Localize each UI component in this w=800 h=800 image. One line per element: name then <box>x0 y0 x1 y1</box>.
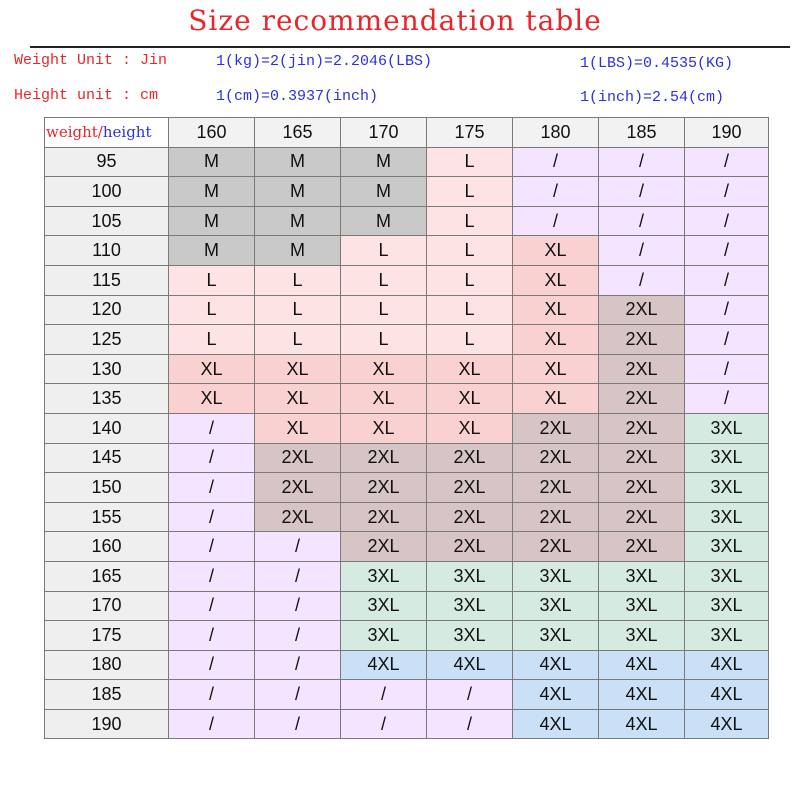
size-cell: XL <box>255 384 341 414</box>
size-cell: 4XL <box>341 650 427 680</box>
size-cell: 2XL <box>599 384 685 414</box>
size-cell: / <box>169 621 255 651</box>
size-cell: M <box>169 236 255 266</box>
table-row <box>45 265 769 295</box>
height-header-190: 190 <box>685 118 769 148</box>
size-cell: 3XL <box>599 591 685 621</box>
weight-header-125: 125 <box>45 325 169 355</box>
weight-header-170: 170 <box>45 591 169 621</box>
size-cell: L <box>169 325 255 355</box>
table-row <box>45 621 769 651</box>
size-cell: L <box>341 236 427 266</box>
size-cell: / <box>169 532 255 562</box>
size-cell: / <box>513 206 599 236</box>
weight-header-120: 120 <box>45 295 169 325</box>
size-cell: / <box>427 680 513 710</box>
size-cell: 3XL <box>513 591 599 621</box>
size-cell: M <box>341 177 427 207</box>
weight-header-145: 145 <box>45 443 169 473</box>
kg-conversion-note: 1(kg)=2(jin)=2.2046(LBS) <box>216 53 433 70</box>
size-cell: / <box>169 502 255 532</box>
size-cell: L <box>427 325 513 355</box>
size-cell: 2XL <box>513 502 599 532</box>
size-cell: XL <box>513 354 599 384</box>
weight-header-165: 165 <box>45 561 169 591</box>
size-cell: L <box>427 177 513 207</box>
size-cell: / <box>255 561 341 591</box>
size-cell: 3XL <box>427 561 513 591</box>
size-cell: L <box>427 265 513 295</box>
size-cell: 4XL <box>599 650 685 680</box>
size-cell: M <box>341 206 427 236</box>
size-cell: / <box>255 532 341 562</box>
size-cell: / <box>341 709 427 739</box>
table-row <box>45 354 769 384</box>
size-cell: 4XL <box>599 680 685 710</box>
size-cell: M <box>169 177 255 207</box>
size-cell: 3XL <box>685 502 769 532</box>
size-cell: 3XL <box>427 621 513 651</box>
size-cell: 4XL <box>685 680 769 710</box>
size-cell: L <box>255 265 341 295</box>
height-header-185: 185 <box>599 118 685 148</box>
weight-header-130: 130 <box>45 354 169 384</box>
size-cell: XL <box>513 265 599 295</box>
size-cell: L <box>341 265 427 295</box>
size-cell: / <box>169 561 255 591</box>
size-cell: 4XL <box>599 709 685 739</box>
height-unit-note: Height unit : cm <box>14 87 159 104</box>
table-row <box>45 473 769 503</box>
size-cell: / <box>169 473 255 503</box>
size-cell: 2XL <box>255 502 341 532</box>
size-cell: 3XL <box>685 532 769 562</box>
size-cell: 3XL <box>341 621 427 651</box>
size-cell: 4XL <box>685 650 769 680</box>
table-row <box>45 384 769 414</box>
size-cell: / <box>169 650 255 680</box>
size-cell: / <box>169 709 255 739</box>
size-cell: / <box>685 384 769 414</box>
size-cell: 3XL <box>685 413 769 443</box>
size-cell: M <box>255 147 341 177</box>
size-cell: 3XL <box>685 473 769 503</box>
size-cell: / <box>169 443 255 473</box>
size-cell: XL <box>255 413 341 443</box>
size-cell: XL <box>427 384 513 414</box>
size-cell: / <box>685 206 769 236</box>
size-cell: 3XL <box>599 561 685 591</box>
size-cell: L <box>169 295 255 325</box>
size-cell: / <box>169 413 255 443</box>
weight-header-180: 180 <box>45 650 169 680</box>
size-cell: XL <box>513 236 599 266</box>
weight-unit-note: Weight Unit : Jin <box>14 52 168 69</box>
size-cell: L <box>255 325 341 355</box>
table-row <box>45 177 769 207</box>
weight-header-135: 135 <box>45 384 169 414</box>
size-cell: 2XL <box>427 443 513 473</box>
size-cell: 2XL <box>513 443 599 473</box>
size-cell: 3XL <box>513 621 599 651</box>
size-cell: XL <box>169 354 255 384</box>
size-cell: XL <box>341 384 427 414</box>
size-cell: / <box>599 236 685 266</box>
size-cell: 2XL <box>513 413 599 443</box>
title-divider <box>30 46 790 48</box>
size-cell: / <box>685 325 769 355</box>
size-cell: 2XL <box>341 502 427 532</box>
header-row <box>45 118 769 148</box>
weight-header-105: 105 <box>45 206 169 236</box>
size-cell: / <box>685 177 769 207</box>
inch-conversion-note: 1(inch)=2.54(cm) <box>580 89 725 106</box>
size-cell: / <box>255 621 341 651</box>
size-cell: L <box>169 265 255 295</box>
size-cell: L <box>341 295 427 325</box>
size-cell: 2XL <box>427 473 513 503</box>
size-cell: L <box>341 325 427 355</box>
size-cell: / <box>599 265 685 295</box>
size-cell: 2XL <box>599 413 685 443</box>
table-body <box>45 147 769 739</box>
size-cell: 3XL <box>427 591 513 621</box>
size-cell: 4XL <box>427 650 513 680</box>
size-cell: / <box>169 680 255 710</box>
cm-conversion-note: 1(cm)=0.3937(inch) <box>216 88 379 105</box>
size-cell: 2XL <box>513 532 599 562</box>
size-cell: 3XL <box>341 561 427 591</box>
size-cell: 3XL <box>599 621 685 651</box>
size-cell: / <box>685 295 769 325</box>
size-cell: M <box>341 147 427 177</box>
size-cell: 2XL <box>599 354 685 384</box>
size-cell: XL <box>341 413 427 443</box>
table-row <box>45 236 769 266</box>
size-cell: XL <box>513 325 599 355</box>
table-row <box>45 206 769 236</box>
height-header-175: 175 <box>427 118 513 148</box>
size-cell: / <box>513 177 599 207</box>
weight-header-150: 150 <box>45 473 169 503</box>
size-cell: / <box>255 709 341 739</box>
height-header-165: 165 <box>255 118 341 148</box>
corner-header <box>45 118 169 148</box>
table-row <box>45 650 769 680</box>
table-row <box>45 709 769 739</box>
size-cell: / <box>685 236 769 266</box>
size-cell: 2XL <box>599 325 685 355</box>
size-cell: 4XL <box>513 650 599 680</box>
size-cell: L <box>427 147 513 177</box>
weight-header-110: 110 <box>45 236 169 266</box>
size-cell: / <box>685 265 769 295</box>
size-cell: L <box>255 295 341 325</box>
table-row <box>45 532 769 562</box>
size-cell: / <box>599 177 685 207</box>
size-cell: 2XL <box>341 473 427 503</box>
weight-header-140: 140 <box>45 413 169 443</box>
page-title: Size recommendation table <box>188 4 602 37</box>
table-row <box>45 680 769 710</box>
height-header-170: 170 <box>341 118 427 148</box>
size-cell: L <box>427 236 513 266</box>
size-cell: 3XL <box>685 621 769 651</box>
weight-header-155: 155 <box>45 502 169 532</box>
size-cell: / <box>685 354 769 384</box>
size-cell: XL <box>513 384 599 414</box>
weight-header-175: 175 <box>45 621 169 651</box>
size-cell: 2XL <box>427 502 513 532</box>
table-row <box>45 591 769 621</box>
size-cell: / <box>255 680 341 710</box>
weight-header-160: 160 <box>45 532 169 562</box>
size-cell: 4XL <box>685 709 769 739</box>
size-cell: / <box>599 206 685 236</box>
size-cell: 2XL <box>255 443 341 473</box>
size-cell: / <box>513 147 599 177</box>
corner-height-label: height <box>102 123 152 142</box>
size-cell: XL <box>341 354 427 384</box>
weight-header-185: 185 <box>45 680 169 710</box>
size-cell: 2XL <box>341 443 427 473</box>
size-cell: M <box>255 206 341 236</box>
size-cell: 2XL <box>599 473 685 503</box>
size-cell: 2XL <box>599 532 685 562</box>
size-cell: L <box>427 206 513 236</box>
size-cell: 2XL <box>599 443 685 473</box>
corner-weight-label: weight/ <box>46 123 103 142</box>
size-cell: / <box>341 680 427 710</box>
weight-header-190: 190 <box>45 709 169 739</box>
size-cell: 2XL <box>427 532 513 562</box>
size-cell: 4XL <box>513 680 599 710</box>
size-cell: 4XL <box>513 709 599 739</box>
size-cell: 3XL <box>341 591 427 621</box>
size-cell: 2XL <box>513 473 599 503</box>
size-cell: L <box>427 295 513 325</box>
size-cell: M <box>255 177 341 207</box>
size-cell: / <box>255 591 341 621</box>
table-row <box>45 147 769 177</box>
table-row <box>45 325 769 355</box>
size-cell: / <box>255 650 341 680</box>
size-cell: M <box>255 236 341 266</box>
lbs-conversion-note: 1(LBS)=0.4535(KG) <box>580 55 734 72</box>
size-cell: 2XL <box>255 473 341 503</box>
size-cell: 3XL <box>685 561 769 591</box>
weight-header-115: 115 <box>45 265 169 295</box>
size-cell: XL <box>513 295 599 325</box>
size-cell: 3XL <box>685 591 769 621</box>
size-cell: XL <box>169 384 255 414</box>
size-table <box>44 117 769 739</box>
table-row <box>45 413 769 443</box>
size-cell: 3XL <box>685 443 769 473</box>
height-header-180: 180 <box>513 118 599 148</box>
size-cell: 3XL <box>513 561 599 591</box>
weight-header-100: 100 <box>45 177 169 207</box>
size-cell: XL <box>255 354 341 384</box>
size-cell: / <box>685 147 769 177</box>
table-row <box>45 443 769 473</box>
weight-header-95: 95 <box>45 147 169 177</box>
size-cell: M <box>169 206 255 236</box>
size-cell: 2XL <box>341 532 427 562</box>
size-cell: XL <box>427 413 513 443</box>
size-cell: XL <box>427 354 513 384</box>
size-cell: / <box>427 709 513 739</box>
table-row <box>45 502 769 532</box>
size-cell: M <box>169 147 255 177</box>
size-cell: 2XL <box>599 295 685 325</box>
size-cell: / <box>169 591 255 621</box>
height-header-160: 160 <box>169 118 255 148</box>
table-row <box>45 295 769 325</box>
table-row <box>45 561 769 591</box>
size-cell: / <box>599 147 685 177</box>
size-cell: 2XL <box>599 502 685 532</box>
